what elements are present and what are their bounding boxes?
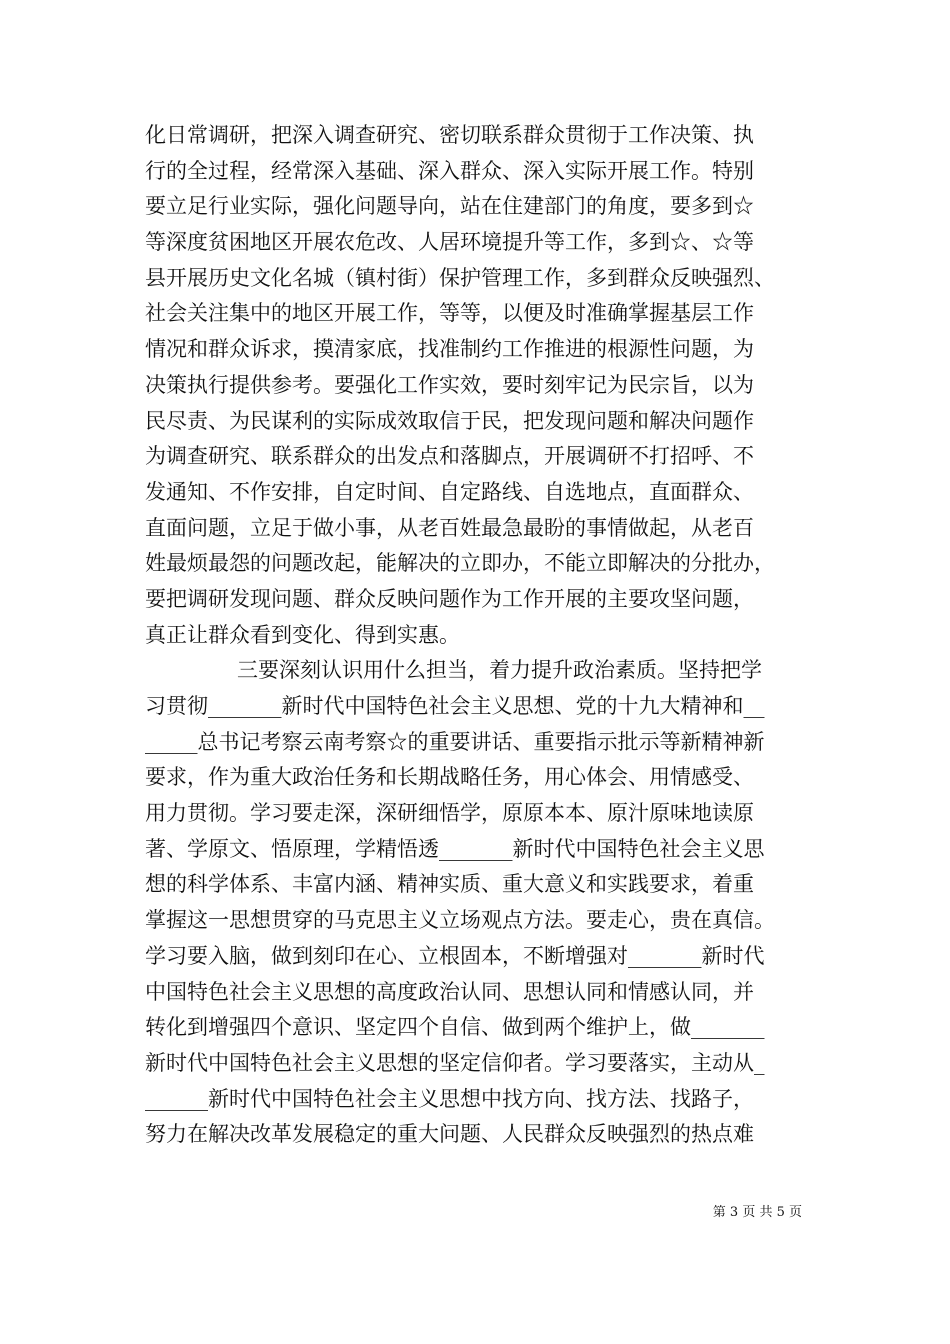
text-line: 新时代中国特色社会主义思想的坚定信仰者。学习要落实，主动从_	[145, 1050, 765, 1075]
text-line: 著、学原文、悟原理，学精悟透_______新时代中国特色社会主义思	[145, 836, 765, 861]
text-line: 转化到增强四个意识、坚定四个自信、做到两个维护上，做_______	[145, 1015, 765, 1040]
paragraph-2	[145, 653, 825, 1153]
paragraph-1	[145, 118, 825, 653]
page-number-footer: 第 3 页 共 5 页	[712, 1205, 802, 1220]
text-line: 三要深刻认识用什么担当，着力提升政治素质。坚持把学	[237, 658, 762, 683]
text-line: ______新时代中国特色社会主义思想中找方向、找方法、找路子，	[145, 1086, 754, 1111]
text-line: 民尽责、为民谋利的实际成效取信于民，把发现问题和解决问题作	[145, 408, 754, 433]
text-line: 学习要入脑，做到刻印在心、立根固本，不断增强对_______新时代	[145, 943, 765, 968]
text-line: 要立足行业实际，强化问题导向，站在住建部门的角度，要多到☆	[145, 194, 754, 219]
text-line: 县开展历史文化名城（镇村街）保护管理工作，多到群众反映强烈、	[145, 265, 775, 290]
text-line: 发通知、不作安排，自定时间、自定路线、自选地点，直面群众、	[145, 479, 754, 504]
text-line: 掌握这一思想贯穿的马克思主义立场观点方法。要走心，贵在真信。	[145, 908, 775, 933]
text-line: 等深度贫困地区开展农危改、人居环境提升等工作，多到☆、☆等	[145, 230, 754, 255]
text-line: 行的全过程，经常深入基础、深入群众、深入实际开展工作。特别	[145, 158, 754, 183]
text-line: 为调查研究、联系群众的出发点和落脚点，开展调研不打招呼、不	[145, 444, 754, 469]
text-line: 社会关注集中的地区开展工作，等等，以便及时准确掌握基层工作	[145, 301, 754, 326]
text-line: 习贯彻_______新时代中国特色社会主义思想、党的十九大精神和__	[145, 694, 765, 718]
text-line: 决策执行提供参考。要强化工作实效，要时刻牢记为民宗旨，以为	[145, 372, 754, 397]
text-line: 努力在解决改革发展稳定的重大问题、人民群众反映强烈的热点难	[145, 1122, 754, 1147]
text-line: 要把调研发现问题、群众反映问题作为工作开展的主要攻坚问题，	[145, 586, 754, 611]
text-line: 中国特色社会主义思想的高度政治认同、思想认同和情感认同，并	[145, 979, 754, 1004]
text-line: 真正让群众看到变化、得到实惠。	[145, 622, 460, 647]
document-body	[145, 118, 825, 1153]
text-line: 用力贯彻。学习要走深，深研细悟学，原原本本、原汁原味地读原	[145, 801, 754, 826]
text-line: 想的科学体系、丰富内涵、精神实质、重大意义和实践要求，着重	[145, 872, 754, 897]
text-line: 直面问题，立足于做小事，从老百姓最急最盼的事情做起，从老百	[145, 515, 754, 540]
text-line: 姓最烦最怨的问题改起，能解决的立即办，不能立即解决的分批办，	[145, 551, 775, 576]
text-line: _____总书记考察云南考察☆的重要讲话、重要指示批示等新精神新	[145, 729, 765, 754]
text-line: 情况和群众诉求，摸清家底，找准制约工作推进的根源性问题，为	[145, 337, 754, 362]
text-line: 化日常调研，把深入调查研究、密切联系群众贯彻于工作决策、执	[145, 123, 754, 147]
text-line: 要求，作为重大政治任务和长期战略任务，用心体会、用情感受、	[145, 765, 754, 790]
